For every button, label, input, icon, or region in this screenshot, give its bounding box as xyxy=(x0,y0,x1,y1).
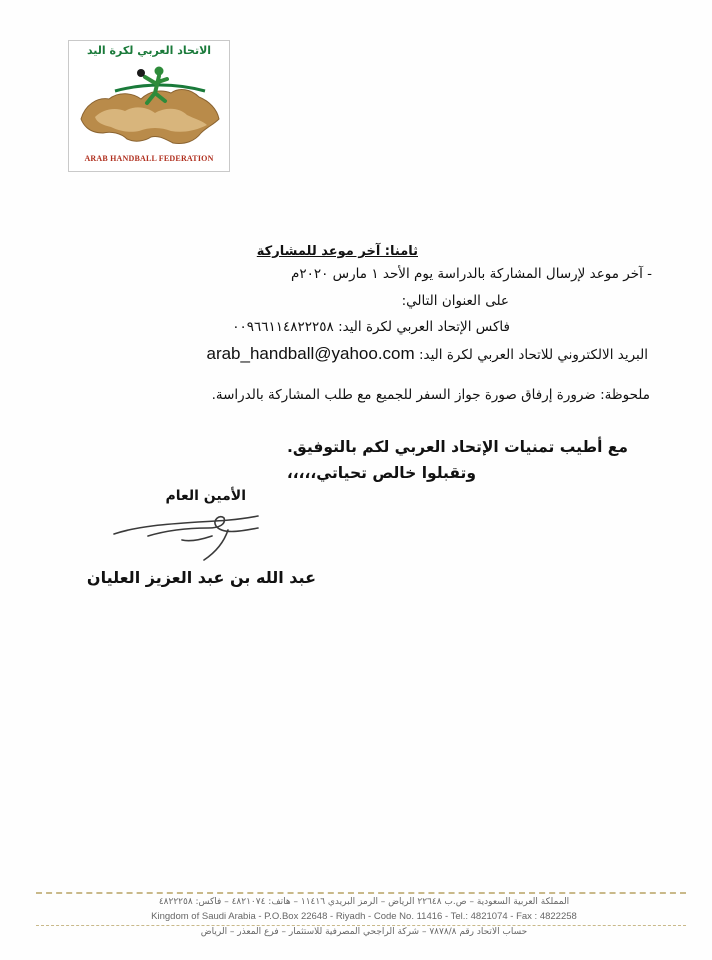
email-line xyxy=(206,344,648,364)
footer-arabic-address: المملكة العربية السعودية – ص.ب ٢٢٦٤٨ الرياض – الرمز البريدي ١١٤١٦ – هاتف: ٤٨٢١٠٧٤ – فاكس: ٤٨٢٢٢٥٨ xyxy=(158,897,570,907)
closing-text: وتقبلوا خالص تحياتي،،،،، xyxy=(286,464,476,482)
green-band-shape xyxy=(115,85,205,91)
fax-line xyxy=(232,319,510,335)
signatory-title: الأمين العام xyxy=(165,488,246,504)
logo-arabic-name: الاتحاد العربي لكرة اليد xyxy=(86,44,212,57)
note-text: ملحوظة: ضرورة إرفاق صورة جواز السفر للجميع مع طلب المشاركة بالدراسة. xyxy=(211,387,650,403)
handwritten-signature xyxy=(108,506,278,566)
logo-english-name: ARAB HANDBALL FEDERATION xyxy=(84,154,214,163)
fax-number: ٠٠٩٦٦١١٤٨٢٢٢٥٨ xyxy=(232,319,334,335)
arab-map-handball-emblem xyxy=(75,61,225,149)
footer-english-address: Kingdom of Saudi Arabia - P.O.Box 22648 - Riyadh - Code No. 11416 - Tel.: 4821074 - Fax : 4822258 xyxy=(151,911,577,922)
signatory-name: عبد الله بن عبد العزيز العليان xyxy=(86,568,316,587)
federation-logo xyxy=(68,40,230,172)
wishes-text: مع أطيب تمنيات الإتحاد العربي لكم بالتوفيق. xyxy=(287,438,628,456)
signature-stroke xyxy=(114,516,258,560)
footer-divider-top xyxy=(36,892,686,894)
handball-ball-shape xyxy=(137,69,145,77)
email-label: البريد الالكتروني للاتحاد العربي لكرة اليد: xyxy=(418,347,648,363)
email-address: arab_handball@yahoo.com xyxy=(206,344,415,363)
address-label: على العنوان التالي: xyxy=(401,293,509,309)
footer-divider-bottom xyxy=(36,925,686,926)
deadline-text: - آخر موعد لإرسال المشاركة بالدراسة يوم الأحد ١ مارس ٢٠٢٠م xyxy=(291,266,652,282)
footer-bank-account: حساب الاتحاد رقم ٧٨٧٨/٨ – شركة الراجحي المصرفية للاستثمار – فرع المعذر – الرياض xyxy=(200,927,528,937)
section-heading: ثامنا: آخر موعد للمشاركة xyxy=(256,244,418,259)
fax-label: فاكس الإتحاد العربي لكرة اليد: xyxy=(338,319,510,335)
